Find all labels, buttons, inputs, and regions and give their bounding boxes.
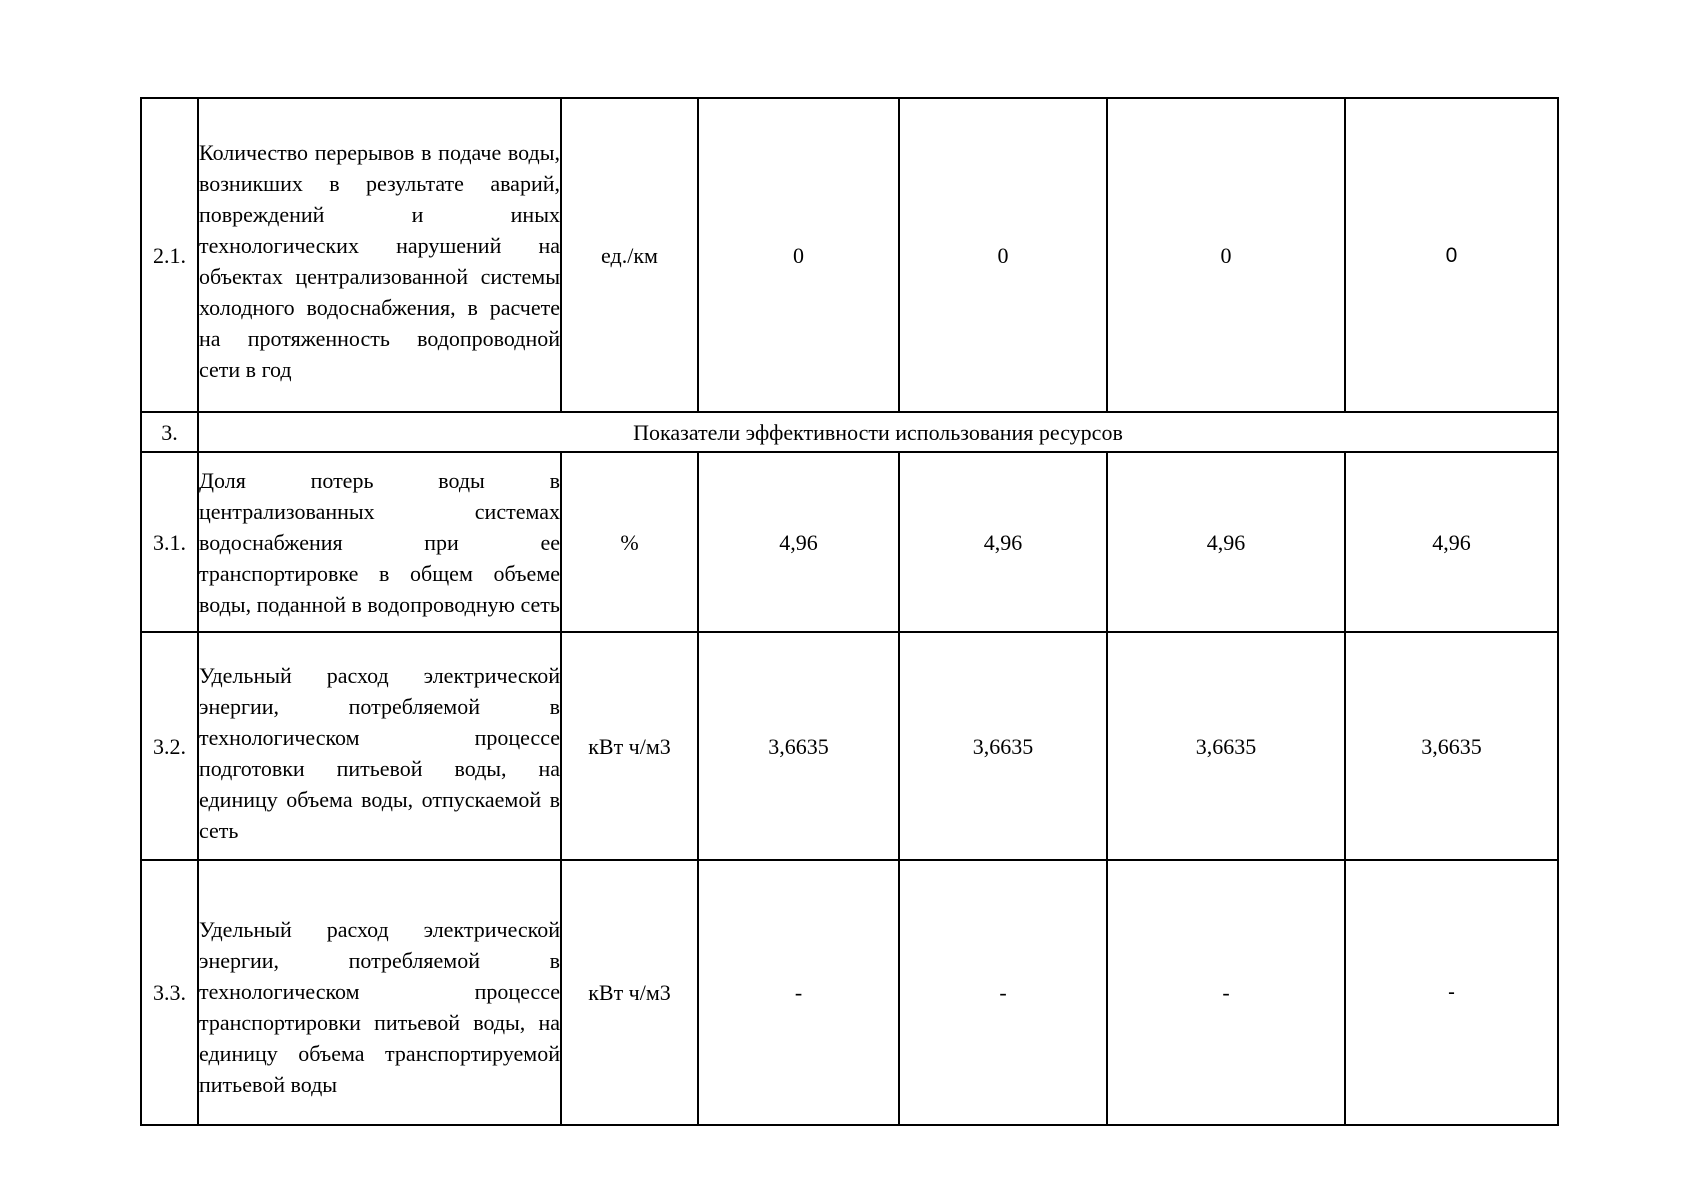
row-value-2: 4,96 — [899, 452, 1107, 632]
section-number: 3. — [141, 412, 198, 452]
row-value-2: - — [899, 860, 1107, 1125]
row-description-text: Доля потерь воды в централизованных системах водоснабжения при ее транспортировке в общем объеме воды, поданной в водопроводную сеть — [199, 467, 560, 617]
row-unit: % — [561, 452, 698, 632]
row-value-4: 0 — [1345, 98, 1558, 412]
row-value-4: - — [1345, 860, 1558, 1125]
row-value-1: - — [698, 860, 899, 1125]
row-value-3: - — [1107, 860, 1345, 1125]
row-value-1: 4,96 — [698, 452, 899, 632]
row-value-2: 3,6635 — [899, 632, 1107, 860]
row-number: 2.1. — [141, 98, 198, 412]
row-number: 3.2. — [141, 632, 198, 860]
row-unit: кВт ч/м3 — [561, 632, 698, 860]
section-row — [141, 412, 1558, 452]
indicators-table — [140, 97, 1559, 1126]
row-value-2: 0 — [899, 98, 1107, 412]
row-value-3: 3,6635 — [1107, 632, 1345, 860]
row-number: 3.3. — [141, 860, 198, 1125]
indicators-table-container — [140, 97, 1559, 1126]
row-description — [198, 860, 561, 1125]
row-description-text: Количество перерывов в подаче воды, возникших в результате аварий, повреждений и иных технологических нарушений на объектах централизованной системы холодного водоснабжения, в расчете на протяженность водопроводной сети в год — [199, 140, 560, 382]
row-value-4: 3,6635 — [1345, 632, 1558, 860]
row-value-4: 4,96 — [1345, 452, 1558, 632]
row-value-3: 4,96 — [1107, 452, 1345, 632]
row-value-1: 0 — [698, 98, 899, 412]
row-description — [198, 632, 561, 860]
table-row — [141, 860, 1558, 1125]
row-unit: кВт ч/м3 — [561, 860, 698, 1125]
row-number: 3.1. — [141, 452, 198, 632]
row-description — [198, 452, 561, 632]
row-description-text: Удельный расход электрической энергии, потребляемой в технологическом процессе транспортировки питьевой воды, на единицу объема транспортируемой питьевой воды — [199, 916, 560, 1097]
row-description-text: Удельный расход электрической энергии, потребляемой в технологическом процессе подготовки питьевой воды, на единицу объема воды, отпускаемой в сеть — [199, 663, 560, 843]
row-unit: ед./км — [561, 98, 698, 412]
table-row — [141, 452, 1558, 632]
table-row — [141, 632, 1558, 860]
section-title: Показатели эффективности использования ресурсов — [198, 412, 1558, 452]
row-description — [198, 98, 561, 412]
table-row — [141, 98, 1558, 412]
row-value-3: 0 — [1107, 98, 1345, 412]
row-value-1: 3,6635 — [698, 632, 899, 860]
